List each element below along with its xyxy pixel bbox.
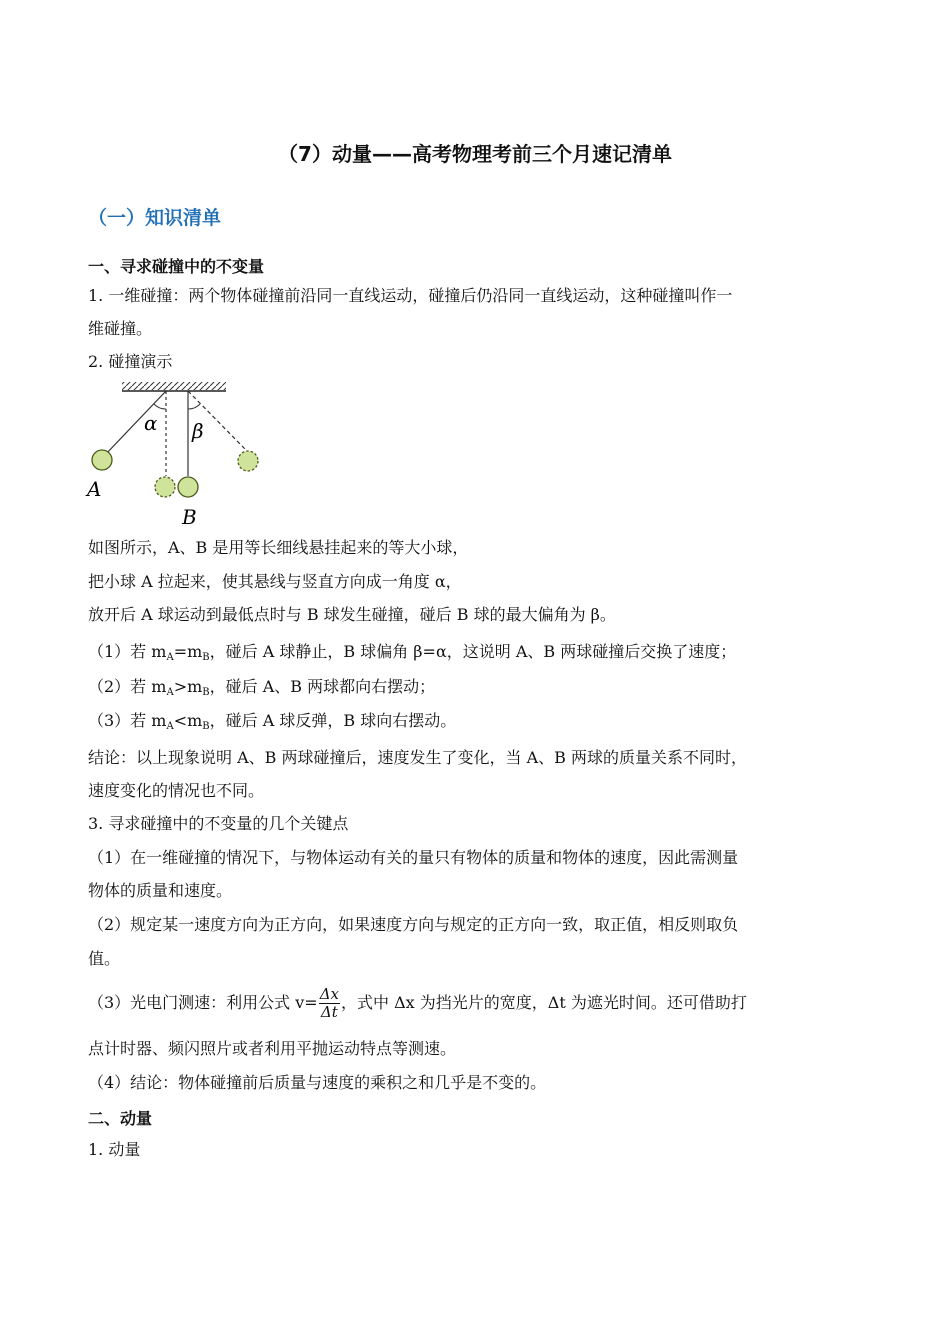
label-b: B	[182, 505, 197, 529]
pendulum-figure	[84, 380, 274, 530]
ball-a	[92, 450, 112, 470]
beta-arc	[188, 404, 200, 409]
keypoint-3-line1: （3）光电门测速：利用公式 v= $\frac{\Delta x}{\Delta t}$ ，式中 Δx 为挡光片的宽度，Δt 为遮光时间。还可借助打	[88, 985, 747, 1021]
keypoints-heading: 3. 寻求碰撞中的不变量的几个关键点	[88, 814, 349, 833]
desc-line2: 把小球 A 拉起来，使其悬线与竖直方向成一角度 α，	[88, 572, 462, 591]
keypoint-2-line2: 值。	[88, 949, 121, 968]
item-momentum: 1. 动量	[88, 1140, 141, 1159]
case-3: （3）若 $m_A<m_B$，碰后 A 球反弹，B 球向右摆动。	[88, 711, 457, 732]
heading-momentum: 二、动量	[88, 1109, 153, 1128]
heading-invariant: 一、寻求碰撞中的不变量	[88, 257, 265, 276]
ball-a-dashed	[155, 477, 175, 497]
keypoint-1-line2: 物体的质量和速度。	[88, 881, 233, 900]
label-a: A	[87, 477, 102, 501]
para-demo-label: 2. 碰撞演示	[88, 352, 173, 371]
para-1d-collision-line1: 1. 一维碰撞：两个物体碰撞前沿同一直线运动，碰撞后仍沿同一直线运动，这种碰撞叫作一	[88, 286, 733, 305]
case-1: （1）若 $m_A=m_B$，碰后 A 球静止，B 球偏角 β=α，这说明 A、B 两球碰撞后交换了速度；	[88, 642, 737, 663]
ball-b-dashed	[238, 451, 258, 471]
keypoint-2-line1: （2）规定某一速度方向为正方向，如果速度方向与规定的正方向一致，取正值，相反则取负	[88, 915, 739, 934]
desc-line3: 放开后 A 球运动到最低点时与 B 球发生碰撞，碰后 B 球的最大偏角为 β。	[88, 605, 616, 624]
label-beta: β	[192, 419, 204, 443]
alpha-arc	[154, 404, 166, 409]
keypoint-3-line2: 点计时器、频闪照片或者利用平抛运动特点等测速。	[88, 1039, 457, 1058]
ceiling-hatch	[122, 382, 226, 390]
section-label: （一）知识清单	[88, 207, 222, 229]
desc-line1: 如图所示，A、B 是用等长细线悬挂起来的等大小球，	[88, 538, 469, 557]
page-title: （7）动量——高考物理考前三个月速记清单	[278, 142, 672, 166]
keypoint-1-line1: （1）在一维碰撞的情况下，与物体运动有关的量只有物体的质量和物体的速度，因此需测量	[88, 848, 739, 867]
keypoint-4: （4）结论：物体碰撞前后质量与速度的乘积之和几乎是不变的。	[88, 1073, 547, 1092]
label-alpha: α	[144, 411, 158, 435]
ball-b	[178, 477, 198, 497]
case-2: （2）若 $m_A>m_B$，碰后 A、B 两球都向右摆动；	[88, 677, 436, 698]
velocity-fraction: $\frac{\Delta x}{\Delta t}$	[319, 985, 340, 1021]
conclusion-line2: 速度变化的情况也不同。	[88, 781, 265, 800]
para-1d-collision-line2: 维碰撞。	[88, 319, 153, 338]
conclusion-line1: 结论：以上现象说明 A、B 两球碰撞后，速度发生了变化，当 A、B 两球的质量关系不同时，	[88, 748, 747, 767]
